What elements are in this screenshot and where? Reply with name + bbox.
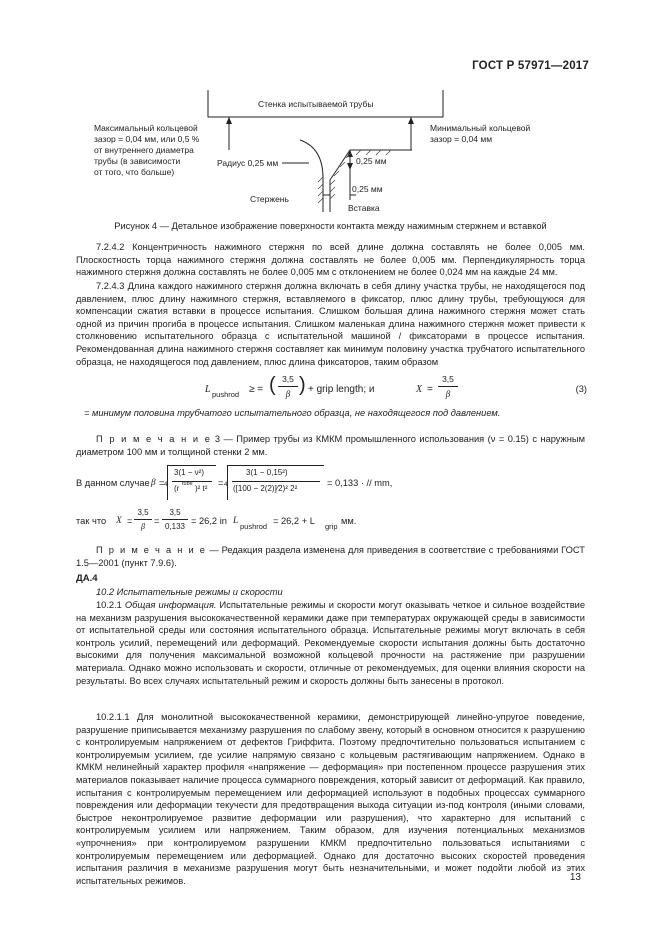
eq3-lparen: ( (269, 374, 276, 396)
eq3-num: 3,5 (282, 374, 294, 384)
annex-heading: ДА.4 (76, 573, 98, 584)
min-gap-arrowhead (408, 117, 414, 124)
paragraph-10-2-1-1: 10.2.1.1 Для монолитной высококачественной керамики, демонстрирующей линейно-упругое поведение, разрушение приписывается механизму разрушения по слабому звену, который в основном относится к разрушению с контролируемым напряжением от дефектов Гриффита. Поэтому предпочтительно пользоваться испытанием с контролируемым усилием, где усилие напрямую связано с кольцевым растягивающим напряжением. Однако в КМКМ нелинейный характер профиля «напряжение — деформация» при постепенном процессе разрушения этих материалов показывает наличие процесса суммарного повреждения, который зависит от деформаций. Как правило, испытания с контролируемым перемещением или деформацией используют в подобных процессах суммарного повреждения или деформации текучести для предотвращения выхода ситуации из-под контроля (иными словами, быстрое неконтролируемое развитие деформации или разрушения), что характерно для испытаний с контролируемым усилием или напряжением. Таким образом, для изучения потенциальных механизмов «упрочнения» при контролируемом разрушении КМКМ предпочтительно пользоваться испытаниями с контролируемым перемещением или деформацией. Однако для достаточно высоких скоростей проведения испытания различия в механизме разрушения могут быть незначительными, и может подойти любой из этих испытательных режимов. (76, 712, 585, 886)
eq3-fracbar2 (438, 386, 458, 387)
max-gap-line-5: от того, что больше) (94, 167, 175, 177)
calc2-mid: = 26,2 in (191, 516, 227, 526)
calc2-bar2 (162, 519, 188, 520)
eq3-ge: ≥ = (249, 384, 264, 395)
max-gap-line-4: трубы (в зависимости (94, 156, 181, 166)
p1021-num: 10.2.1 (96, 600, 125, 610)
calc2-d2: 0,133 (164, 522, 186, 531)
calc2-n2: 3,5 (169, 508, 181, 517)
tube-wall-label: Стенка испытываемой трубы (258, 99, 374, 109)
max-gap-arrowhead (226, 117, 232, 124)
calc1-num1: 3(1 − ν²) (174, 468, 205, 477)
calc2-L: L (233, 516, 239, 526)
calc2-tail: = 26,2 + L (273, 516, 315, 526)
equation-3 (205, 372, 495, 408)
calc2-eq1: = (127, 516, 133, 526)
equation-note: = минимум половина трубчатого испытательного образца, не находящегося под давлением. (84, 408, 501, 418)
document-header: ГОСТ Р 57971—2017 (472, 60, 589, 72)
calc1-prefix: В данном случае (76, 478, 150, 488)
calc1-den1-sup: tube (182, 481, 193, 487)
paragraph-7242: 7.2.4.2 Концентричность нажимного стержня по всей длине должна составлять не более 0,005 мм. Плоскостность торца нажимного стержня должна составлять не более 0,005 мм. Перпендикулярность торца нажимного стержня должна составлять не более 0,005 мм с отклонением не более 0,024 мм на каждые 24 мм. (76, 242, 585, 278)
eq3-num2: 3,5 (442, 374, 454, 384)
eq3-L-sub: pushrod (212, 390, 240, 399)
calc1-bar2 (232, 481, 320, 482)
p1021-text: Испытательные режимы и скорости могут оказывать четкое и сильное воздействие на механизм разрушения высококачественной керамики даже при температурах окружающей среды в зависимости от испытательной среды или состояния испытательного образца. Испытательные режимы могут включать в себя контроль усилий, перемещений или деформаций. Рекомендуемые скорости испытания должны быть достаточно высокими для получения максимальной возможной кольцевой прочности на растяжение при разрушении материала. Однако можно использовать и скорости, отличные от рекомендуемых, для оценки влияния скорости на результаты. Во всех случаях испытательный режим и скорость должны быть занесены в протокол. (76, 600, 586, 686)
calc2-prefix: так что (76, 516, 107, 526)
calculation-beta (76, 463, 596, 503)
dim-top-label: 0,25 мм (356, 156, 387, 166)
calc1-root-idx2: 4 (224, 482, 228, 488)
note-3 (76, 433, 585, 458)
max-gap-line-1: Максимальный кольцевой (94, 123, 198, 133)
calc1-den1-tail: )² t² (195, 484, 208, 493)
calc1-num2: 3(1 − 0,15²) (246, 468, 288, 477)
eq3-den2: β (445, 389, 451, 399)
radius-label: Радиус 0,25 мм (217, 158, 279, 168)
p1021-title: Общая информация. (124, 600, 217, 610)
note-3-label: П р и м е ч а н и е (96, 434, 212, 444)
calc2-unit: мм. (341, 516, 357, 526)
rod-label: Стержень (250, 194, 289, 204)
note-3-text: 3 — Пример трубы из КМКМ промышленного использования (ν = 0.15) с наружным диаметром 100 мм и толщиной стенки 2 мм. (76, 434, 585, 457)
calc1-result: = 0,133 · // mm, (327, 478, 393, 488)
min-gap-line-2: зазор = 0,04 мм (430, 134, 493, 144)
note-edit (76, 544, 585, 569)
calc1-eq2: = (218, 478, 224, 488)
figure-caption: Рисунок 4 — Детальное изображение поверхности контакта между нажимным стержнем и вставкой (114, 221, 547, 231)
min-gap-line-1: Минимальный кольцевой (430, 123, 531, 133)
calc2-bar1 (134, 519, 152, 520)
calc2-n1: 3,5 (137, 508, 149, 517)
calc1-eq: = (159, 478, 165, 488)
page-number: 13 (569, 872, 581, 883)
calc2-grip-sub: grip (325, 522, 338, 531)
calc2-eq2: = (154, 516, 160, 526)
insert-label: Вставка (348, 203, 380, 213)
calc1-beta: β (151, 478, 156, 488)
equation-number: (3) (575, 384, 587, 394)
eq3-den: β (285, 389, 291, 399)
paragraph-10-2-1 (76, 599, 585, 687)
paragraph-7243: 7.2.4.3 Длина каждого нажимного стержня должна включать в себя длину участка трубы, не находящегося под давлением, плюс длину нажимного стержня, вставляемого в фиксатор, плюс длину трубы, требующуюся для компенсации сжатия вставки в процессе испытания. Слишком большая длина нажимного стержня может стать одной из причин прогиба в процессе испытания. Слишком маленькая длина нажимного стержня может привести к столкновению испытательного образца с испытательной машиной / фиксаторами в процессе испытания. Рекомендованная длина нажимного стержня составляет как минимум половину участка трубчатого испытательного образца, не находящегося под давлением, плюс длина фиксаторов, таким образом (76, 281, 585, 367)
eq3-rparen: ) (299, 374, 306, 396)
dim-bottom-label: 0,25 мм (352, 184, 383, 194)
calc2-L-sub: pushrod (240, 522, 268, 531)
section-heading-10-2: 10.2 Испытательные режимы и скорости (96, 587, 283, 597)
figure-contact-detail (0, 0, 661, 220)
calc1-den2: ([100 − 2(2)]⁄2)² 2² (233, 484, 298, 493)
max-gap-line-2: зазор = 0,04 мм, или 0,5 % (94, 134, 200, 144)
eq3-eq: = (427, 384, 433, 395)
calc2-d1: β (141, 522, 145, 531)
eq3-L: L (205, 384, 211, 395)
calculation-x (76, 508, 596, 538)
calc2-X: X (116, 516, 122, 526)
eq3-grip: + grip length; и (308, 384, 375, 395)
note-edit-text: — Редакция раздела изменена для приведения в соответствие с требованиями ГОСТ 1.5—2001 (пункт 7.9.6). (76, 545, 585, 568)
max-gap-line-3: от внутреннего диаметра (94, 145, 194, 155)
note-edit-label: П р и м е ч а н и е (96, 545, 207, 555)
eq3-X: X (416, 384, 423, 395)
calc1-root-idx: 4 (164, 482, 168, 488)
calc1-den1: (r (174, 484, 180, 493)
eq3-fracbar (278, 386, 298, 387)
